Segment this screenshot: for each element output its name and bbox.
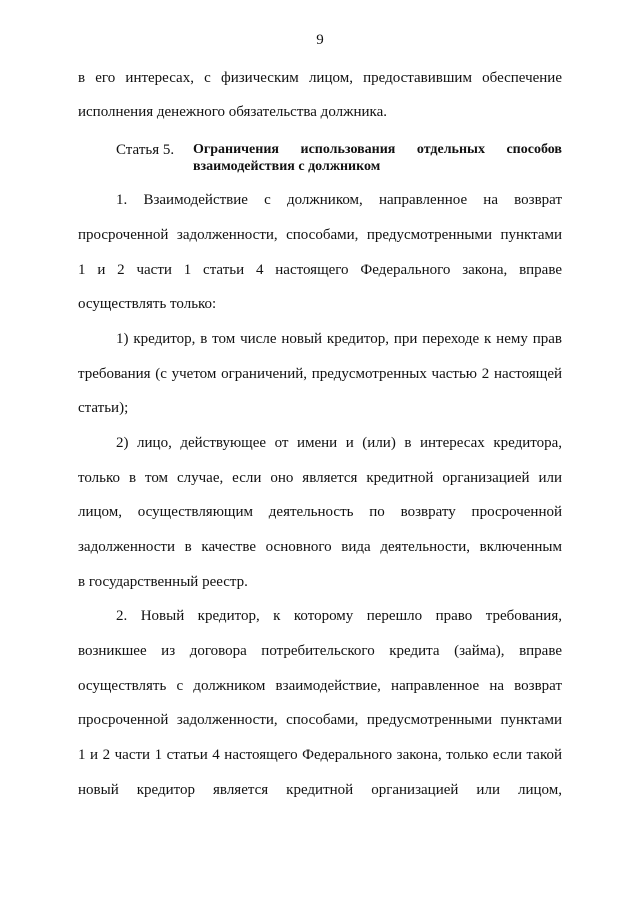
article-title: Ограничения использования отдельных способов [193,142,562,157]
paragraph-line: новый кредитор является кредитной организацией или лицом, [78,782,562,798]
paragraph-line: 1 и 2 части 1 статьи 4 настоящего Федерального закона, только если такой [78,747,562,763]
paragraph-line: 2) лицо, действующее от имени и (или) в интересах кредитора, [116,435,562,451]
paragraph-line: просроченной задолженности, способами, предусмотренными пунктами [78,712,562,728]
paragraph-line: требования (с учетом ограничений, предусмотренных частью 2 настоящей [78,366,562,382]
paragraph-line: задолженности в качестве основного вида деятельности, включенным [78,539,562,555]
paragraph-line: только в том случае, если оно является кредитной организацией или [78,470,562,486]
paragraph-line: просроченной задолженности, способами, предусмотренными пунктами [78,227,562,243]
paragraph-line: осуществлять с должником взаимодействие, направленное на возврат [78,678,562,694]
paragraph-line: в государственный реестр. [78,574,248,590]
paragraph-line: 1 и 2 части 1 статьи 4 настоящего Федерального закона, вправе [78,262,562,278]
paragraph-line: статьи); [78,400,129,416]
paragraph-line: 2. Новый кредитор, к которому перешло право требования, [116,608,562,624]
paragraph-line: лицом, осуществляющим деятельность по возврату просроченной [78,504,562,520]
paragraph-line: возникшее из договора потребительского кредита (займа), вправе [78,643,562,659]
paragraph-line: 1. Взаимодействие с должником, направленное на возврат [116,192,562,208]
article-title: взаимодействия с должником [193,159,381,174]
page-number: 9 [316,32,324,48]
paragraph-line: 1) кредитор, в том числе новый кредитор, при переходе к нему прав [116,331,562,347]
paragraph-line: осуществлять только: [78,296,217,312]
intro-line: исполнения денежного обязательства должника. [78,104,387,120]
intro-line: в его интересах, с физическим лицом, предоставившим обеспечение [78,70,562,86]
article-label: Статья 5. [116,142,175,158]
